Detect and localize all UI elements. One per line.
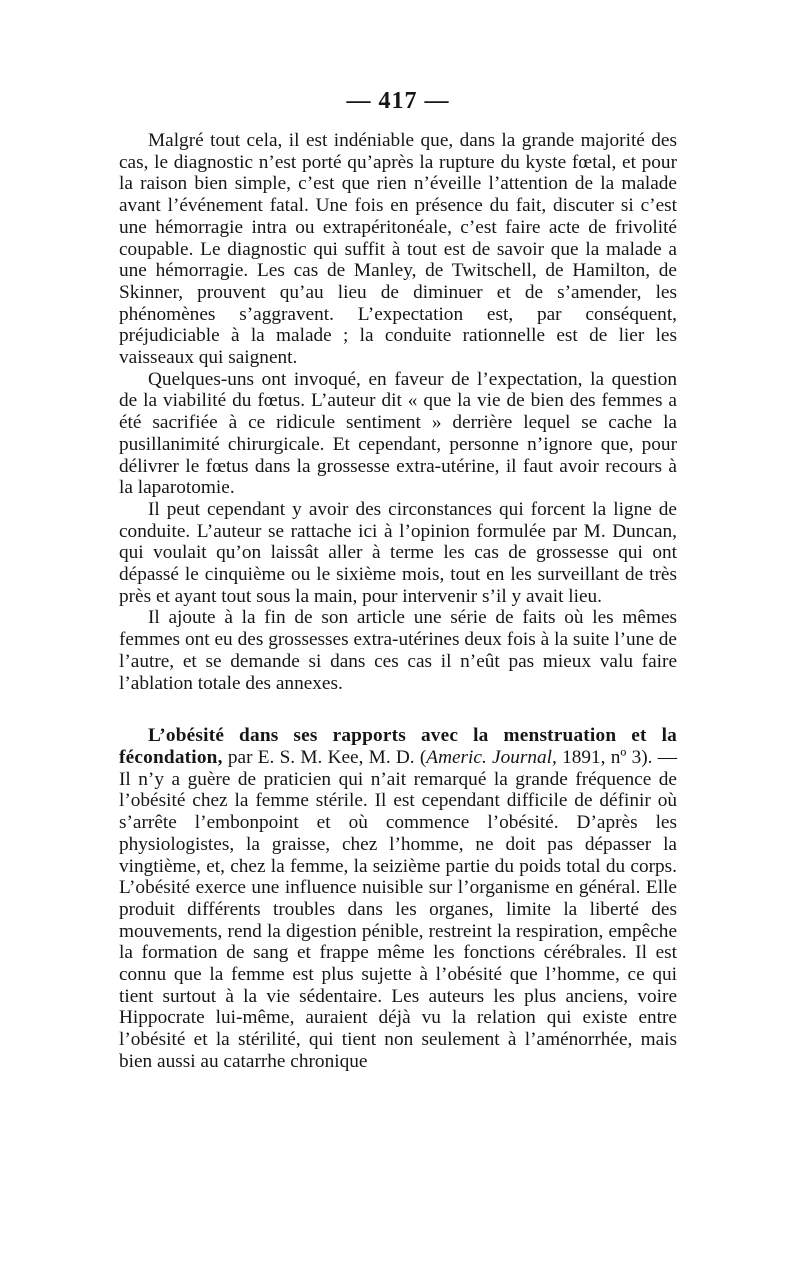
journal-name: Americ. Journal, <box>426 746 557 768</box>
paragraph-annexes: Il ajoute à la fin de son article une série de faits où les mêmes femmes ont eu des grossesses extra-utérines deux fois à la suite l’une de l’autre, et se demande si dans ces cas il n’eût pas mieux valu faire l’ablation totale des annexes. <box>119 607 677 694</box>
article-title: L’obésité dans ses rapports avec la menstruation et la fécondation, <box>119 725 677 768</box>
article-obesity <box>119 725 677 1072</box>
paragraph-diagnostic: Malgré tout cela, il est indéniable que, dans la grande majorité des cas, le diagnostic n’est porté qu’après la rupture du kyste fœtal, et pour la raison bien simple, c’est que rien n’éveille l’attention de la malade avant l’événement fatal. Une fois en présence du fait, discuter si c’est une hémorragie intra ou extrapéritonéale, c’est faire acte de frivolité coupable. Le diagnostic qui suffit à tout est de savoir que la malade a une hémorragie. Les cas de Manley, de Twitschell, de Hamilton, de Skinner, prouvent qu’au lieu de diminuer et de s’amender, les phénomènes s’aggravent. L’expectation est, par conséquent, préjudiciable à la malade ; la conduite rationnelle est de lier les vaisseaux qui saignent. <box>119 130 677 369</box>
paragraph-viability: Quelques-uns ont invoqué, en faveur de l’expectation, la question de la viabilité du fœtus. L’auteur dit « que la vie de bien des femmes a été sacrifiée à ce ridicule sentiment » derrière lequel se cache la pusillanimité chirurgicale. Et cependant, personne n’ignore que, pour délivrer le fœtus dans la grossesse extra-utérine, il faut avoir recours à la laparotomie. <box>119 368 677 499</box>
book-page <box>119 88 677 1073</box>
section-spacer <box>119 694 677 725</box>
article-author: par E. S. M. Kee, M. D. ( <box>222 746 427 768</box>
article-body: — Il n’y a guère de praticien qui n’ait remarqué la grande fréquence de l’obésité chez la femme stérile. Il est cependant difficile de définir où s’arrête l’embonpoint et où commence l’obésité. D’après les physiologistes, la graisse, chez l’homme, ne doit pas dépasser la vingtième, et, chez la femme, la seizième partie du poids total du corps. L’obésité exerce une influence nuisible sur l’organisme en général. Elle produit différents troubles dans les organes, limite la liberté des mouvements, rend la digestion pénible, restreint la respiration, empêche la formation de sang et frappe même les fonctions cérébrales. Il est connu que la femme est plus sujette à l’obésité que l’homme, ce qui tient surtout à la vie sédentaire. Les auteurs les plus anciens, voire Hippocrate lui-même, auraient déjà vu la relation qui existe entre l’obésité et la stérilité, qui tient non seulement à l’aménorrhée, mais bien aussi au catarrhe chronique <box>119 746 677 1072</box>
journal-issue: 1891, nº 3). <box>556 746 653 768</box>
page-number: — 417 — <box>346 88 450 114</box>
paragraph-duncan: Il peut cependant y avoir des circonstances qui forcent la ligne de conduite. L’auteur se rattache ici à l’opinion formulée par M. Duncan, qui voulait qu’on laissât aller à terme les cas de grossesse qui ont dépassé le cinquième ou le sixième mois, tout en les surveillant de très près et ayant tout sous la main, pour intervenir s’il y avait lieu. <box>119 498 677 607</box>
